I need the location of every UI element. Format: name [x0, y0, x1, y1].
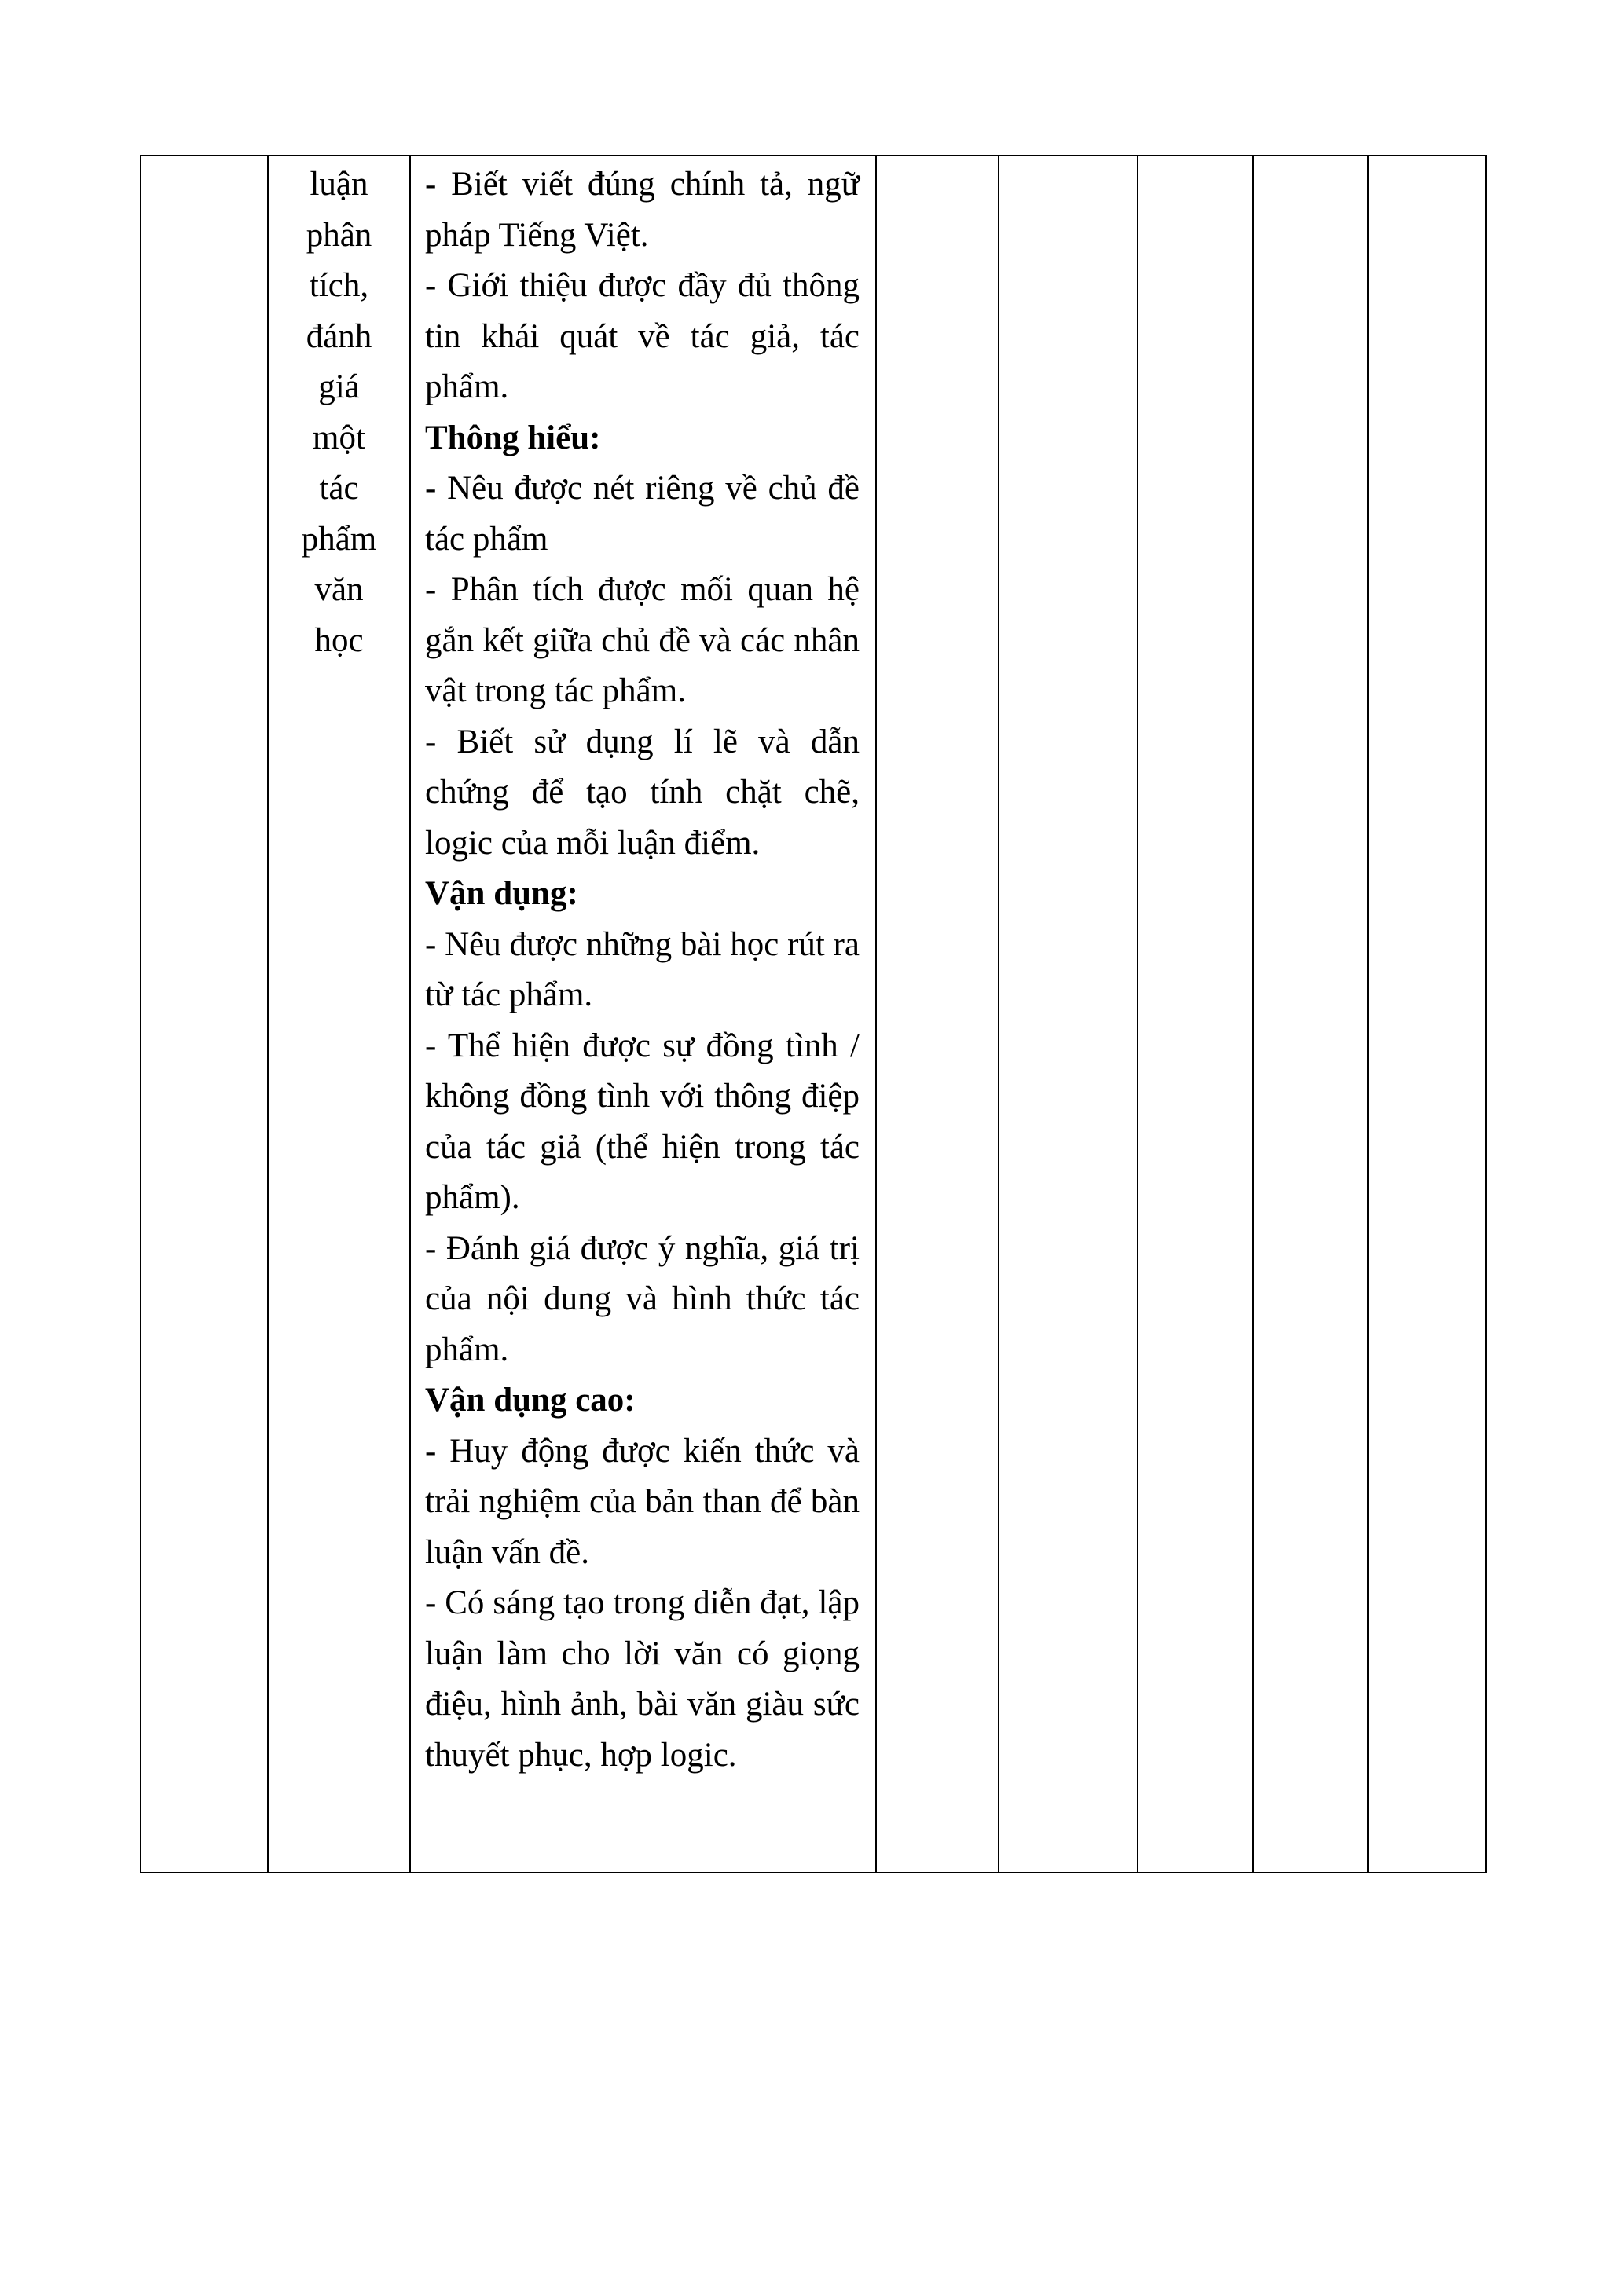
cell-empty-6 — [1138, 156, 1253, 1873]
level-heading-thong-hieu: Thông hiểu: — [425, 419, 601, 456]
requirement-item: - Biết viết đúng chính tả, ngữ pháp Tiếng Việt. — [425, 166, 860, 254]
cell-empty-1 — [141, 156, 268, 1873]
cell-empty-4 — [876, 156, 999, 1873]
cell-empty-8 — [1368, 156, 1486, 1873]
topic-line: một — [313, 419, 365, 456]
cell-requirements — [410, 156, 876, 1873]
requirements-text — [411, 156, 875, 1781]
requirement-item: - Thể hiện được sự đồng tình / không đồng tình với thông điệp của tác giả (thể hiện trong tác phẩm). — [425, 1027, 860, 1216]
requirement-item: - Có sáng tạo trong diễn đạt, lập luận làm cho lời văn có giọng điệu, hình ảnh, bài văn giàu sức thuyết phục, hợp logic. — [425, 1584, 860, 1774]
requirement-item: - Nêu được những bài học rút ra từ tác phẩm. — [425, 925, 860, 1013]
requirement-item: - Giới thiệu được đầy đủ thông tin khái quát về tác giả, tác phẩm. — [425, 267, 860, 405]
assessment-matrix-table — [140, 155, 1487, 1873]
topic-line: phân — [306, 216, 372, 254]
requirement-item: - Phân tích được mối quan hệ gắn kết giữa chủ đề và các nhân vật trong tác phẩm. — [425, 571, 860, 709]
requirement-item: - Đánh giá được ý nghĩa, giá trị của nội dung và hình thức tác phẩm. — [425, 1229, 860, 1368]
topic-line: tích, — [309, 267, 369, 304]
topic-line: tác — [319, 470, 359, 507]
level-heading-van-dung: Vận dụng: — [425, 875, 578, 912]
cell-empty-5 — [999, 156, 1138, 1873]
requirement-item: - Huy động được kiến thức và trải nghiệm của bản than để bàn luận vấn đề. — [425, 1432, 860, 1571]
topic-line: giá — [318, 368, 360, 405]
level-heading-van-dung-cao: Vận dụng cao: — [425, 1382, 636, 1419]
cell-empty-7 — [1253, 156, 1368, 1873]
topic-line: luận — [310, 166, 368, 203]
cell-topic — [268, 156, 410, 1873]
topic-line: văn — [314, 571, 364, 608]
topic-line: đánh — [306, 317, 372, 355]
table-row — [141, 156, 1486, 1873]
requirement-item: - Nêu được nét riêng về chủ đề tác phẩm — [425, 470, 860, 558]
topic-text — [269, 156, 409, 666]
topic-line: học — [314, 621, 364, 659]
topic-line: phẩm — [301, 520, 377, 558]
requirement-item: - Biết sử dụng lí lẽ và dẫn chứng để tạo tính chặt chẽ, logic của mỗi luận điểm. — [425, 723, 860, 862]
